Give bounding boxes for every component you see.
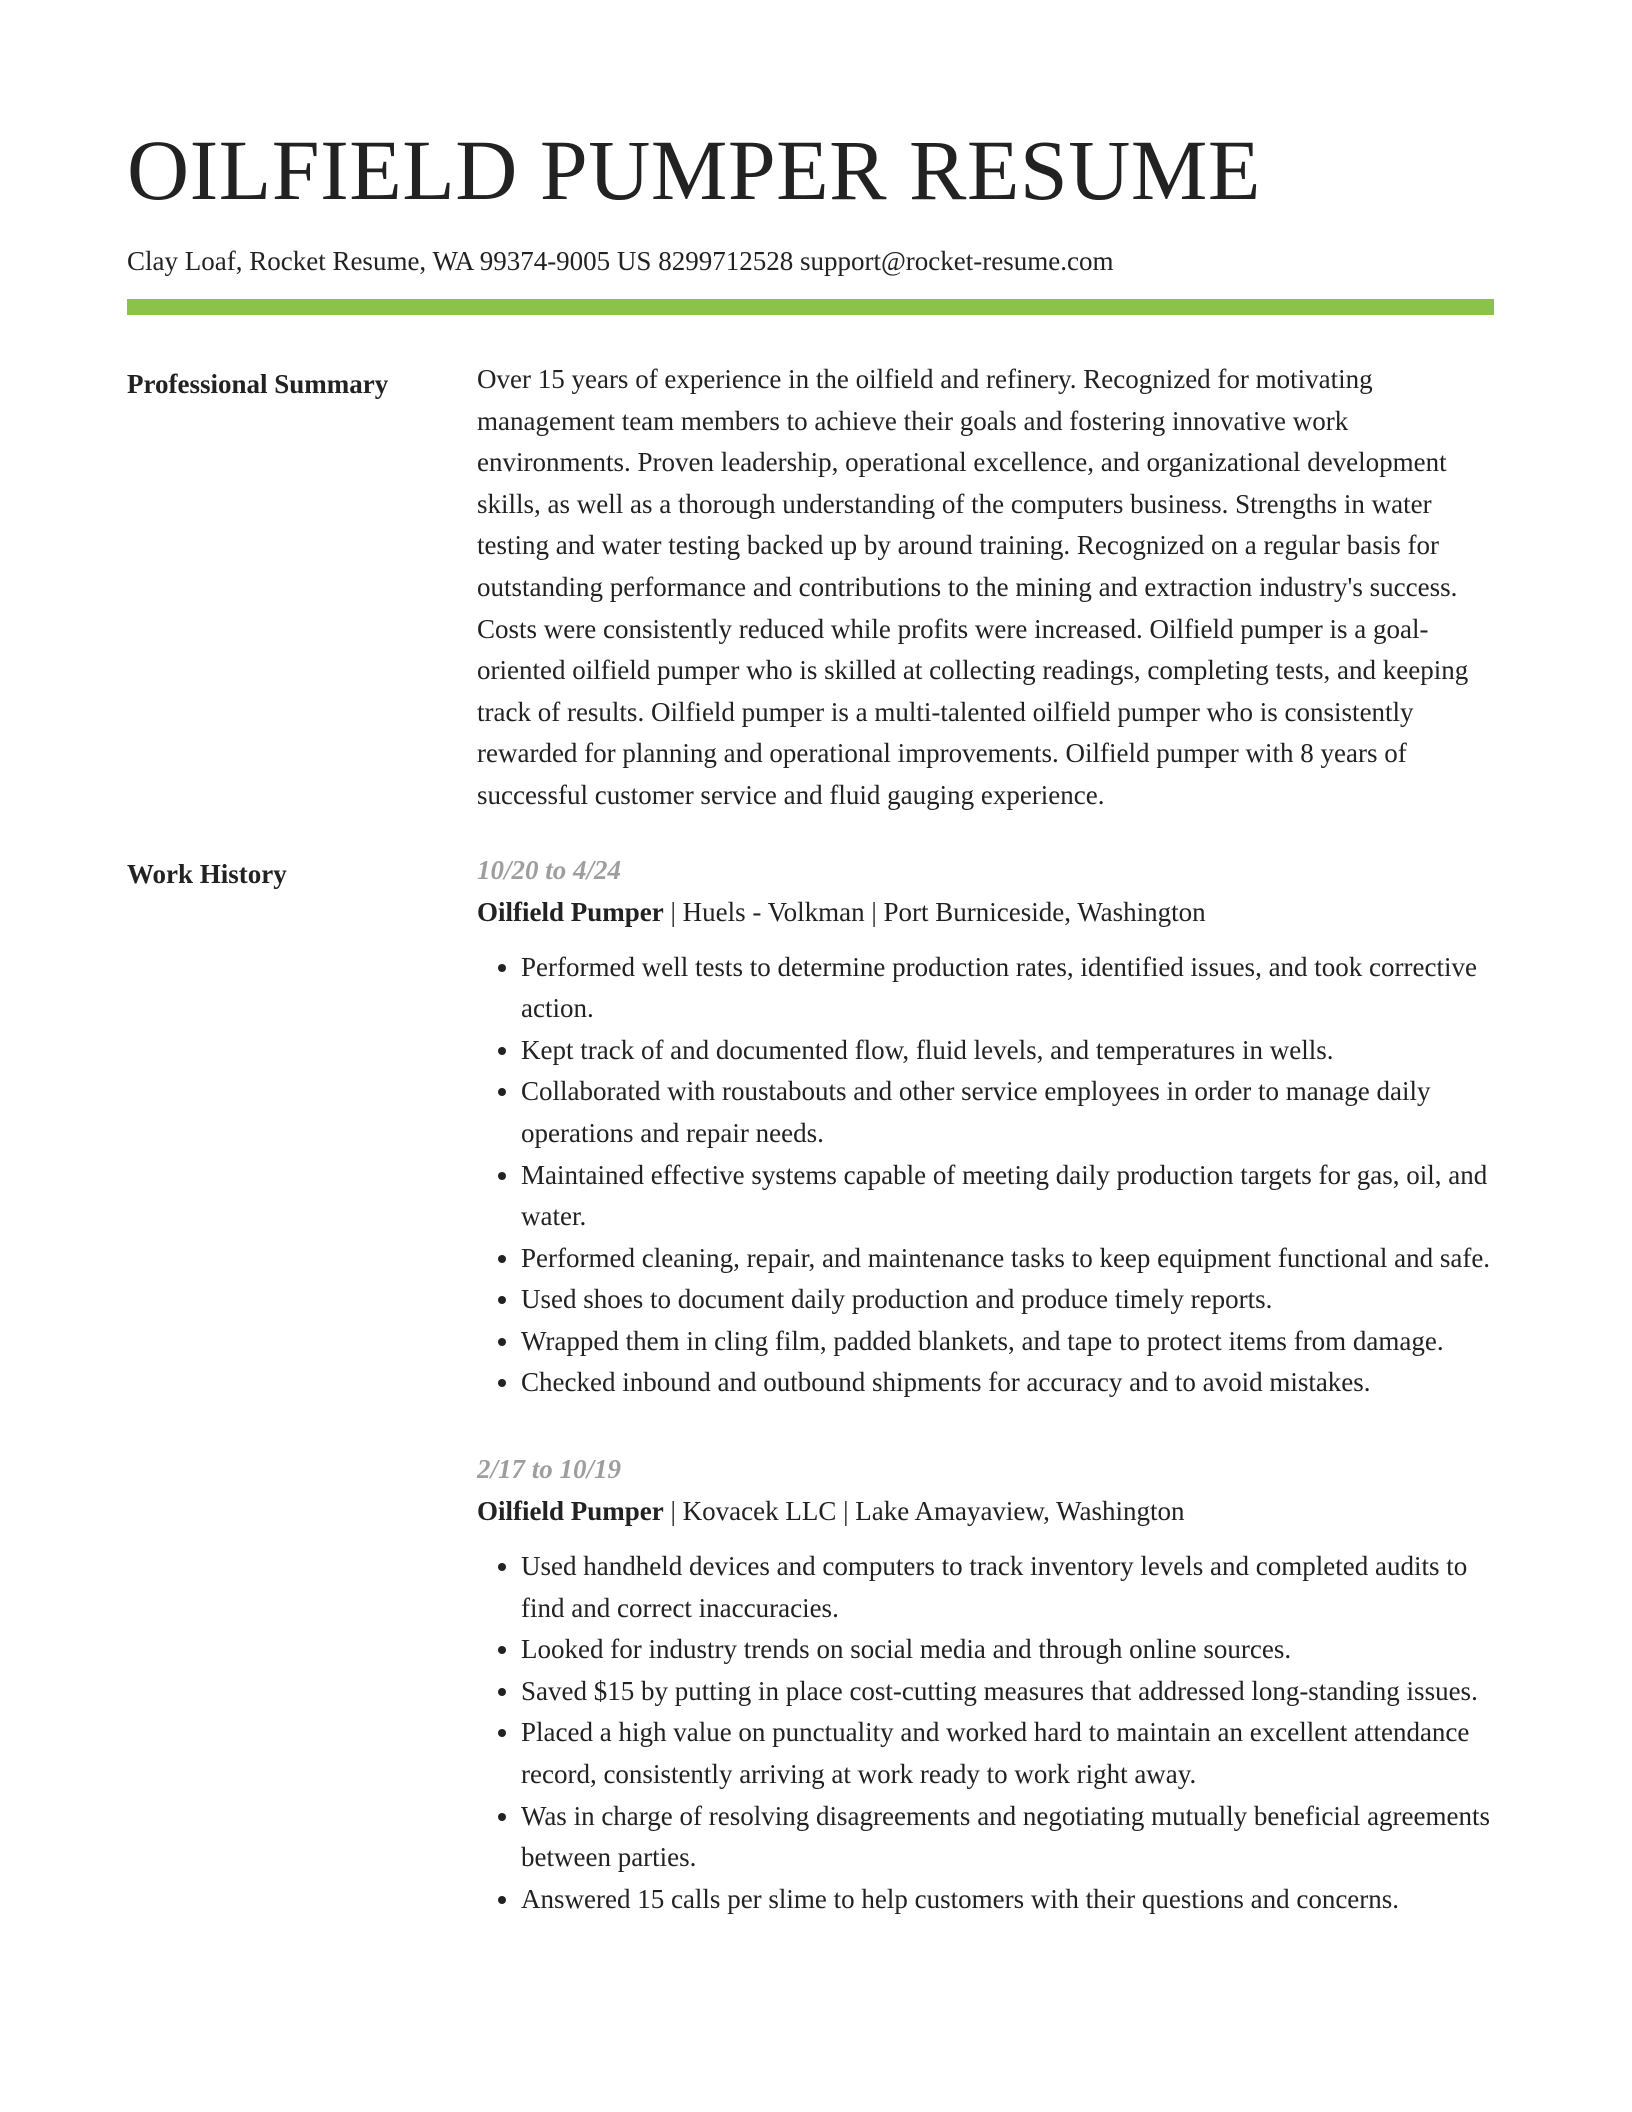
job-heading xyxy=(477,891,1494,933)
professional-summary-section xyxy=(127,363,1494,817)
job-dates: 2/17 to 10/19 xyxy=(477,1454,622,1485)
job-entry xyxy=(477,849,1494,1405)
section-body-summary xyxy=(477,363,1494,817)
job-entry xyxy=(477,1448,1494,1920)
summary-text: Over 15 years of experience in the oilfield and refinery. Recognized for motivating management team members to achieve their goals and fostering innovative work environments. Proven leadership, operational excellence, and organizational development skills, as well as a thorough understanding of the computers business. Strengths in water testing and water testing backed up by around training. Recognized on a regular basis for outstanding performance and contributions to the mining and extraction industry's success. Costs were consistently reduced while profits were increased. Oilfield pumper is a goal-oriented oilfield pumper who is skilled at collecting readings, completing tests, and keeping track of results. Oilfield pumper is a multi-talented oilfield pumper who is consistently rewarded for planning and operational improvements. Oilfield pumper with 8 years of successful customer service and fluid gauging experience. xyxy=(477,364,1469,810)
job-bullet-list xyxy=(477,947,1494,1405)
resume-page xyxy=(127,122,1494,1968)
job-bullet-list xyxy=(477,1546,1494,1920)
job-heading xyxy=(477,1490,1494,1532)
job-bullet: • Performed well tests to determine production rates, identified issues, and took corrective action. xyxy=(521,947,1494,1030)
section-label-summary: Professional Summary xyxy=(127,369,389,399)
job-bullet: • Used shoes to document daily production and produce timely reports. xyxy=(521,1279,1494,1321)
job-bullet: • Performed cleaning, repair, and maintenance tasks to keep equipment functional and safe. xyxy=(521,1238,1494,1280)
work-history-section xyxy=(127,853,1494,1969)
job-bullet: • Collaborated with roustabouts and other service employees in order to manage daily operations and repair needs. xyxy=(521,1071,1494,1154)
job-bullet: • Used handheld devices and computers to track inventory levels and completed audits to find and correct inaccuracies. xyxy=(521,1546,1494,1629)
section-body-work-history xyxy=(477,853,1494,1969)
job-bullet: • Wrapped them in cling film, padded blankets, and tape to protect items from damage. xyxy=(521,1321,1494,1363)
job-bullet: • Looked for industry trends on social media and through online sources. xyxy=(521,1629,1494,1671)
job-bullet: • Kept track of and documented flow, fluid levels, and temperatures in wells. xyxy=(521,1030,1494,1072)
job-details: | Huels - Volkman | Port Burniceside, Washington xyxy=(663,896,1206,927)
header-divider xyxy=(127,299,1494,315)
job-details: | Kovacek LLC | Lake Amayaview, Washington xyxy=(663,1496,1185,1527)
section-label-work-history: Work History xyxy=(127,858,287,889)
job-title: Oilfield Pumper xyxy=(477,896,664,927)
job-bullet: • Placed a high value on punctuality and worked hard to maintain an excellent attendance record, consistently arriving at work ready to work right away. xyxy=(521,1712,1494,1795)
job-bullet: • Checked inbound and outbound shipments for accuracy and to avoid mistakes. xyxy=(521,1362,1494,1404)
job-dates: 10/20 to 4/24 xyxy=(477,854,622,885)
job-bullet: • Answered 15 calls per slime to help customers with their questions and concerns. xyxy=(521,1879,1494,1921)
page-title: OILFIELD PUMPER RESUME xyxy=(127,122,1261,218)
job-bullet: • Maintained effective systems capable of meeting daily production targets for gas, oil, and water. xyxy=(521,1155,1494,1238)
job-bullet: • Was in charge of resolving disagreements and negotiating mutually beneficial agreements between parties. xyxy=(521,1796,1494,1879)
contact-line: Clay Loaf, Rocket Resume, WA 99374-9005 US 8299712528 support@rocket-resume.com xyxy=(127,246,1114,276)
job-bullet: • Saved $15 by putting in place cost-cutting measures that addressed long-standing issues. xyxy=(521,1671,1494,1713)
job-title: Oilfield Pumper xyxy=(477,1496,664,1527)
